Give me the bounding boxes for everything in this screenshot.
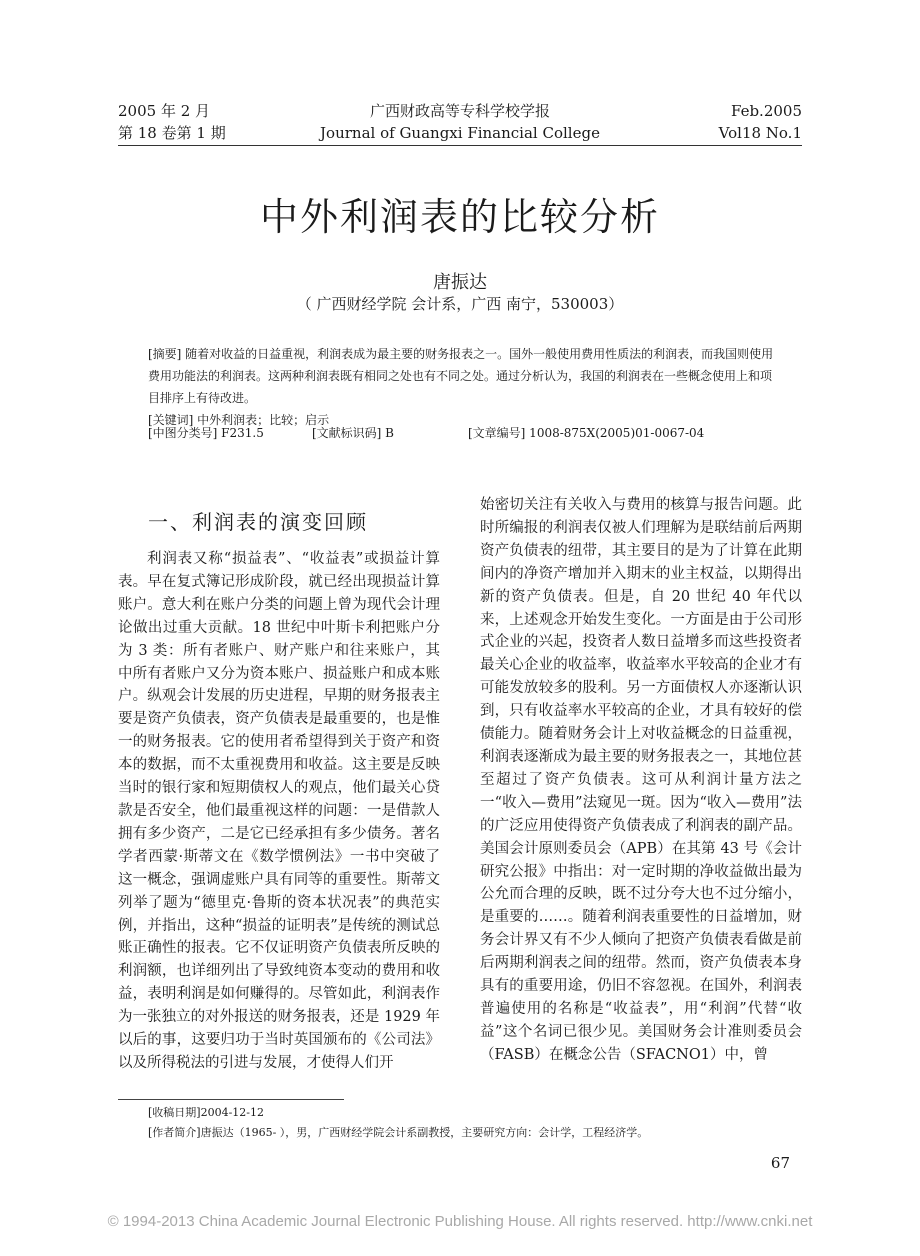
footnote-received-date: [收稿日期]2004-12-12 (148, 1106, 265, 1119)
classification-code: [中图分类号] F231.5 (148, 426, 264, 440)
header-right (719, 100, 802, 144)
footnote-author-bio: [作者简介]唐振达（1965- ），男，广西财经学院会计系副教授，主要研究方向：会计学，工程经济学。 (148, 1126, 649, 1139)
header-date-en: Feb.2005 (730, 102, 802, 120)
article-title: 中外利润表的比较分析 (259, 195, 660, 239)
body-column-right (480, 494, 802, 1067)
body-paragraph: 始密切关注有关收入与费用的核算与报告问题。此时所编报的利润表仅被人们理解为是联结前后两期资产负债表的纽带，其主要目的是为了计算在此期间内的净资产增加并入期末的业主权益，以期得出新的资产负债表。但是，自 20 世纪 40 年代以来，上述观念开始发生变化。一方面是由于公司形式企业的兴起，投资者人数日益增多而这些投资者最关心企业的收益率，收益率水平较高的企业才有可能发放较多的股利。另一方面债权人亦逐渐认识到，只有收益率水平较高的企业，才具有较好的偿债能力。随着财务会计上对收益概念的日益重视，利润表逐渐成为最主要的财务报表之一，其地位甚至超过了资产负债表。这可从利润计量方法之一“收入—费用”法窥见一斑。因为“收入—费用”法的广泛应用使得资产负债表成了利润表的副产品。美国会计原则委员会（APB）在其第 43 号《会计研究公报》中指出：对一定时期的净收益做出最为公允而合理的反映，既不过分夸大也不过分缩小，是重要的……。随着利润表重要性的日益增加，财务会计界又有不少人倾向了把资产负债表看做是前后两期利润表之间的纽带。然而，资产负债表本身具有的重要用途，仍旧不容忽视。在国外，利润表普遍使用的名称是“收益表”，用“利润”代替“收益”这个名词已很少见。美国财务会计准则委员会（FASB）在概念公告（SFACNO1）中，曾 (480, 497, 802, 1063)
journal-name-en: Journal of Guangxi Financial College (320, 124, 600, 142)
article-author: 唐振达 (433, 272, 487, 293)
header-volume: 第 18 卷第 1 期 (118, 124, 226, 142)
page-number: 67 (770, 1154, 790, 1172)
document-code: [文献标识码] B (312, 426, 394, 440)
header-volume-en: Vol18 No.1 (718, 124, 802, 142)
journal-name-cn: 广西财政高等专科学校学报 (369, 102, 550, 120)
footnote-divider (118, 1099, 344, 1100)
author-affiliation: （ 广西财经学院 会计系，广西 南宁，530003） (296, 295, 624, 313)
article-number: [文章编号] 1008-875X(2005)01-0067-04 (468, 426, 705, 440)
body-column-left (118, 548, 440, 1075)
copyright-watermark: © 1994-2013 China Academic Journal Electronic Publishing House. All rights reserved. http://www.cnki.net (107, 1213, 813, 1230)
body-paragraph: 利润表又称“损益表”、“收益表”或损益计算表。早在复式簿记形成阶段，就已经出现损益计算账户。意大利在账户分类的问题上曾为现代会计理论做出过重大贡献。18 世纪中叶斯卡利把账户分为 3 类：所有者账户、财产账户和往来账户，其中所有者账户又分为资本账户、损益账户和成本账户。纵观会计发展的历史进程，早期的财务报表主要是资产负债表，资产负债表是最重要的，也是惟一的财务报表。它的使用者希望得到关于资产和资本的数据，而不太重视费用和收益。这主要是反映当时的银行家和短期债权人的观点，他们最关心贷款是否安全，他们最重视这样的问题：一是借款人拥有多少资产，二是它已经承担有多少债务。著名学者西蒙·斯蒂文在《数学惯例法》一书中突破了这一概念，强调虚账户具有同等的重要性。斯蒂文列举了题为“德里克·鲁斯的资本状况表”的典范实例，并指出，这种“损益的证明表”是传统的测试总账正确性的报表。它不仅证明资产负债表所反映的利润额，也详细列出了导致纯资本变动的费用和收益，表明利润是如何赚得的。尽管如此，利润表作为一张独立的对外报送的财务报表，还是 1929 年以后的事，这要归功于当时英国颁布的《公司法》以及所得税法的引进与发展，才使得人们开 (118, 551, 440, 1071)
section-heading: 一、利润表的演变回顾 (148, 510, 368, 534)
header-divider (118, 145, 802, 146)
abstract-text: [摘要] 随着对收益的日益重视，利润表成为最主要的财务报表之一。国外一般使用费用性质法的利润表，而我国则使用费用功能法的利润表。这两种利润表既有相同之处也有不同之处。通过分析认为，我国的利润表在一些概念使用上和项目排序上有待改进。 (148, 347, 774, 405)
abstract-block (148, 343, 778, 431)
header-date: 2005 年 2 月 (118, 102, 211, 120)
keywords: [关键词] 中外利润表；比较；启示 (148, 413, 330, 427)
